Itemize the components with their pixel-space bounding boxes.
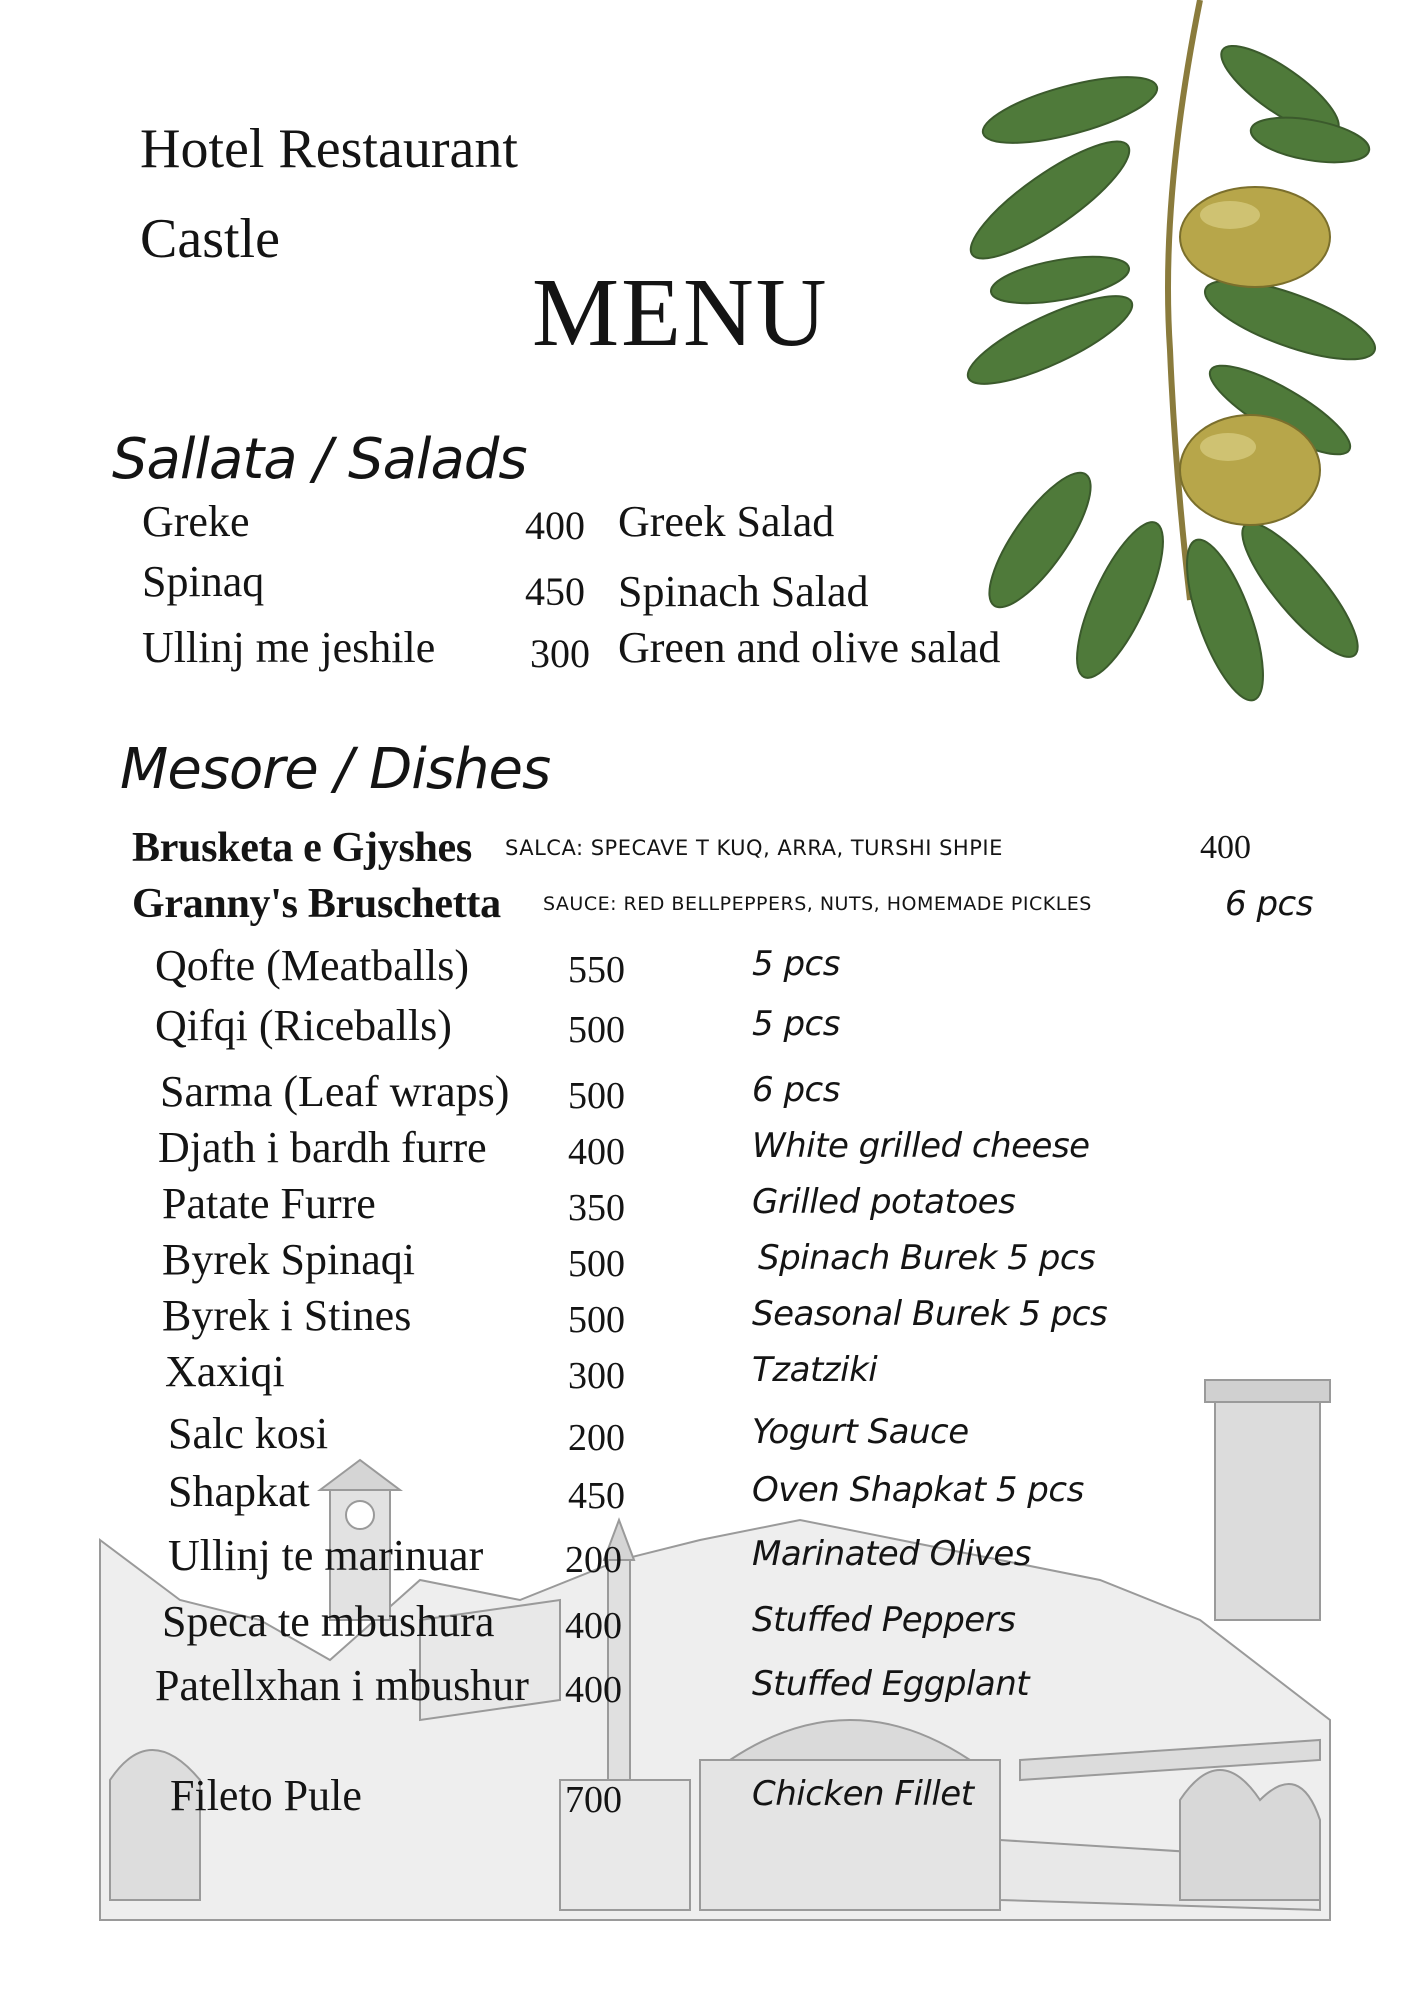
dish-price: 300 — [568, 1355, 625, 1397]
menu-title: MENU — [532, 259, 829, 367]
dish-description: Spinach Burek 5 pcs — [758, 1238, 1096, 1278]
dish-price: 200 — [565, 1539, 622, 1581]
dish-price: 550 — [568, 949, 625, 991]
dish-name: Byrek Spinaqi — [162, 1235, 415, 1284]
salad-english-ullinj: Green and olive salad — [618, 623, 1001, 672]
dish-description: 5 pcs — [752, 944, 840, 984]
dish-description: White grilled cheese — [752, 1126, 1090, 1166]
dish-description: Chicken Fillet — [752, 1774, 974, 1814]
dish-name: Xaxiqi — [165, 1347, 285, 1396]
dish-name: Djath i bardh furre — [158, 1123, 487, 1172]
hotel-name-line1: Hotel Restaurant — [140, 118, 518, 180]
bruschetta-pieces: 6 pcs — [1225, 884, 1313, 924]
dish-description: Yogurt Sauce — [752, 1412, 969, 1452]
salad-name-greke: Greke — [142, 497, 250, 546]
bruschetta-name-en: Granny's Bruschetta — [132, 881, 501, 927]
dish-price: 400 — [565, 1605, 622, 1647]
dish-name: Ullinj te marinuar — [168, 1531, 484, 1580]
salads-heading: Sallata / Salads — [112, 427, 527, 492]
dish-price: 500 — [568, 1243, 625, 1285]
dish-price: 350 — [568, 1187, 625, 1229]
salad-name-spinaq: Spinaq — [142, 557, 265, 606]
dish-description: Tzatziki — [752, 1350, 878, 1390]
dish-name: Patellxhan i mbushur — [155, 1661, 529, 1710]
dish-price: 200 — [568, 1417, 625, 1459]
salad-english-greke: Greek Salad — [618, 497, 835, 546]
dish-price: 500 — [568, 1075, 625, 1117]
bruschetta-price: 400 — [1200, 829, 1251, 866]
dish-name: Qifqi (Riceballs) — [155, 1001, 452, 1050]
dish-description: Marinated Olives — [752, 1534, 1032, 1574]
dish-price: 400 — [565, 1669, 622, 1711]
dish-description: Seasonal Burek 5 pcs — [752, 1294, 1108, 1334]
dish-price: 500 — [568, 1009, 625, 1051]
dish-description: Stuffed Peppers — [752, 1600, 1016, 1640]
bruschetta-sauce-al: SALCA: SPECAVE T KUQ, ARRA, TURSHI SHPIE — [505, 836, 1003, 860]
dish-name: Speca te mbushura — [162, 1597, 495, 1646]
salad-name-ullinj: Ullinj me jeshile — [142, 623, 436, 672]
dish-name: Fileto Pule — [170, 1771, 362, 1820]
bruschetta-sauce-en: SAUCE: RED BELLPEPPERS, NUTS, HOMEMADE PICKLES — [543, 893, 1092, 915]
dishes-heading: Mesore / Dishes — [120, 737, 551, 802]
dish-description: Oven Shapkat 5 pcs — [752, 1470, 1084, 1510]
dish-name: Byrek i Stines — [162, 1291, 412, 1340]
dish-description: 6 pcs — [752, 1070, 840, 1110]
salad-english-spinaq: Spinach Salad — [618, 567, 869, 616]
bruschetta-name-al: Brusketa e Gjyshes — [132, 825, 472, 871]
dish-name: Qofte (Meatballs) — [155, 941, 469, 990]
dish-name: Patate Furre — [162, 1179, 376, 1228]
dish-name: Salc kosi — [168, 1409, 329, 1458]
olive-branch-illustration — [960, 0, 1380, 720]
dish-price: 450 — [568, 1475, 625, 1517]
dish-price: 400 — [568, 1131, 625, 1173]
salad-price-spinaq: 450 — [525, 569, 585, 614]
dish-price: 500 — [568, 1299, 625, 1341]
salad-price-ullinj: 300 — [530, 631, 590, 676]
dish-name: Sarma (Leaf wraps) — [160, 1067, 510, 1116]
dish-price: 700 — [565, 1779, 622, 1821]
salad-price-greke: 400 — [525, 503, 585, 548]
dish-description: Stuffed Eggplant — [752, 1664, 1030, 1704]
hotel-name-line2: Castle — [140, 208, 280, 270]
dish-description: Grilled potatoes — [752, 1182, 1016, 1222]
dish-name: Shapkat — [168, 1467, 310, 1516]
dish-description: 5 pcs — [752, 1004, 840, 1044]
